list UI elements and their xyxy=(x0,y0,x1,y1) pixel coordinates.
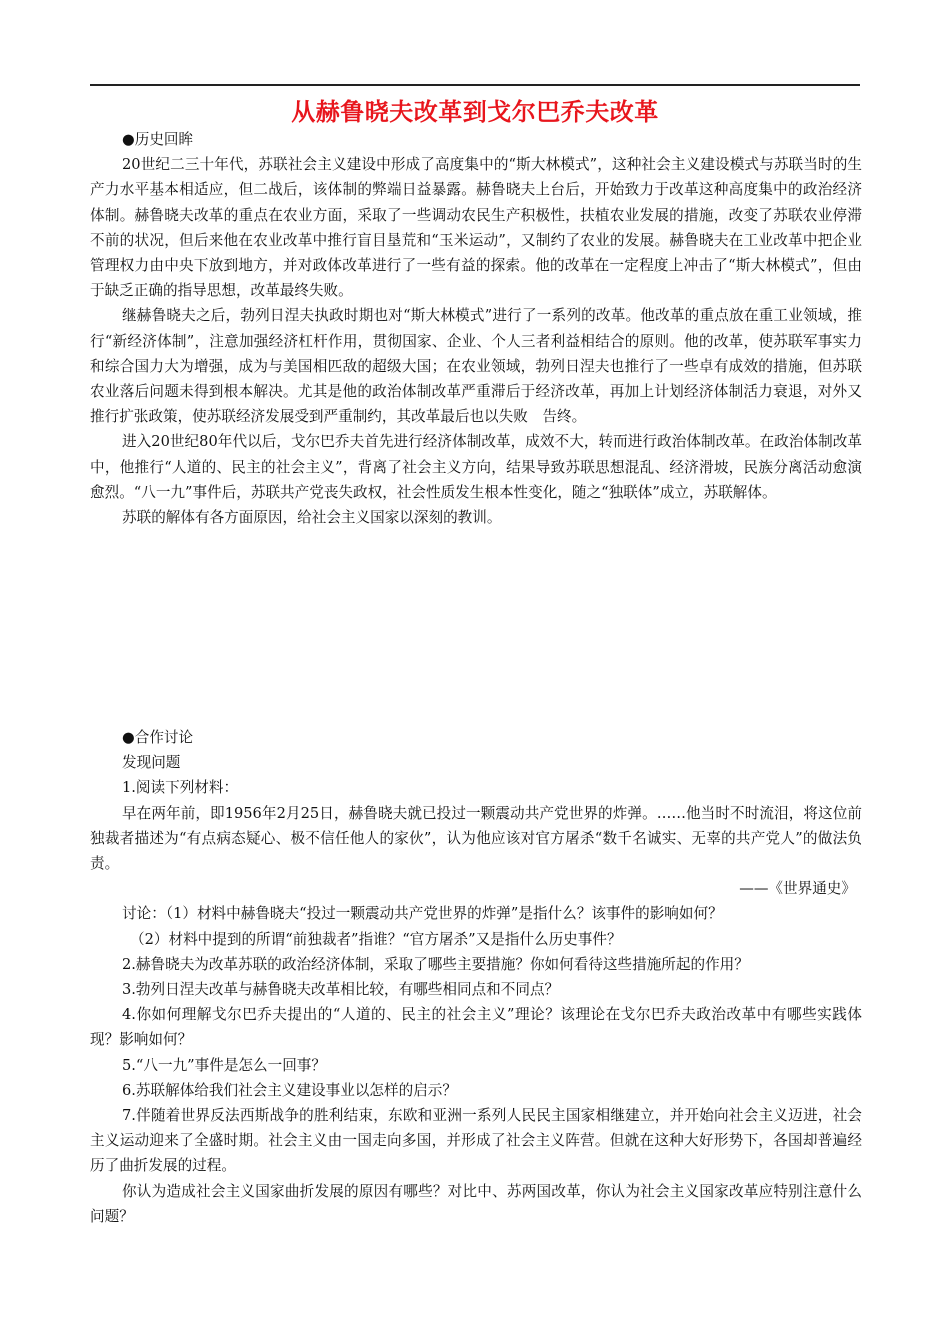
discussion-subheading: 发现问题 xyxy=(122,754,181,772)
question-2: 2.赫鲁晓夫为改革苏联的政治经济体制，采取了哪些主要措施？你如何看待这些措施所起的作用？ xyxy=(122,955,749,973)
history-paragraph-4: 苏联的解体有各方面原因，给社会主义国家以深刻的教训。 xyxy=(122,509,502,527)
history-paragraph-2: 继赫鲁晓夫之后，勃列日涅夫执政时期也对“斯大林模式”进行了一系列的改革。他改革的重点放在重工业领域，推行“新经济体制”，注意加强经济杠杆作用，贯彻国家、企业、个人三者利益相结合的原则。他的改革，使苏联军事实力和综合国力大为增强，成为与美国相匹敌的超级大国；在农业领域，勃列日涅夫也推行了一些卓有成效的措施，但苏联农业落后问题未得到根本解决。尤其是他的政治体制改革严重滞后于经济改革，再加上计划经济体制活力衰退，对外又推行扩张政策，使苏联经济发展受到严重制约，其改革最后也以失败 告终。 xyxy=(90,307,862,426)
question-7-prompt: 你认为造成社会主义国家曲折发展的原因有哪些？对比中、苏两国改革，你认为社会主义国家改革应特别注意什么问题？ xyxy=(90,1182,862,1225)
question-1-material: 早在两年前，即1956年2月25日，赫鲁晓夫就已投过一颗震动共产党世界的炸弹。……他当时不时流泪，将这位前独裁者描述为“有点病态疑心、极不信任他人的家伙”，认为他应该对官方屠杀“数千名诚实、无辜的共产党人”的做法负责。 xyxy=(90,804,862,873)
history-paragraph-3: 进入20世纪80年代以后，戈尔巴乔夫首先进行经济体制改革，成效不大，转而进行政治体制改革。在政治体制改革中，他推行“人道的、民主的社会主义”，背离了社会主义方向，结果导致苏联思想混乱、经济滑坡，民族分离活动愈演愈烈。“八一九”事件后，苏联共产党丧失政权，社会性质发生根本性变化，随之“独联体”成立，苏联解体。 xyxy=(90,433,862,501)
history-heading: ●历史回眸 xyxy=(122,131,194,148)
discussion-section xyxy=(90,725,862,1229)
question-1-source: ——《世界通史》 xyxy=(739,880,856,898)
question-3: 3.勃列日涅夫改革与赫鲁晓夫改革相比较，有哪些相同点和不同点？ xyxy=(122,981,560,999)
question-6: 6.苏联解体给我们社会主义建设事业以怎样的启示？ xyxy=(122,1081,457,1099)
header-rule xyxy=(90,84,860,86)
history-section xyxy=(90,127,862,530)
question-1-label: 1.阅读下列材料： xyxy=(122,779,239,797)
history-paragraph-1: 20世纪二三十年代，苏联社会主义建设中形成了高度集中的“斯大林模式”，这种社会主义建设模式与苏联当时的生产力水平基本相适应，但二战后，该体制的弊端日益暴露。赫鲁晓夫上台后，开始致力于改革这种高度集中的政治经济体制。赫鲁晓夫改革的重点在农业方面，采取了一些调动农民生产积极性，扶植农业发展的措施，改变了苏联农业停滞不前的状况，但后来他在农业改革中推行盲目垦荒和“玉米运动”，又制约了农业的发展。赫鲁晓夫在工业改革中把企业管理权力由中央下放到地方，并对政体改革进行了一些有益的探索。他的改革在一定程度上冲击了“斯大林模式”，但由于缺乏正确的指导思想，改革最终失败。 xyxy=(90,156,862,300)
document-title: 从赫鲁晓夫改革到戈尔巴乔夫改革 xyxy=(291,98,659,126)
discussion-heading: ●合作讨论 xyxy=(122,729,194,746)
question-7: 7.伴随着世界反法西斯战争的胜利结束，东欧和亚洲一系列人民民主国家相继建立，并开始向社会主义迈进，社会主义运动迎来了全盛时期。社会主义由一国走向多国，并形成了社会主义阵营。但就在这种大好形势下，各国却普遍经历了曲折发展的过程。 xyxy=(90,1107,862,1175)
question-4: 4.你如何理解戈尔巴乔夫提出的“人道的、民主的社会主义”理论？该理论在戈尔巴乔夫政治改革中有哪些实践体现？影响如何？ xyxy=(90,1006,862,1049)
question-1-discussion-1: 讨论：（1）材料中赫鲁晓夫“投过一颗震动共产党世界的炸弹”是指什么？该事件的影响如何？ xyxy=(122,905,723,923)
question-1-discussion-2: （2）材料中提到的所谓“前独裁者”指谁？“官方屠杀”又是指什么历史事件？ xyxy=(130,930,622,948)
question-5: 5.“八一九”事件是怎么一回事？ xyxy=(122,1056,326,1074)
